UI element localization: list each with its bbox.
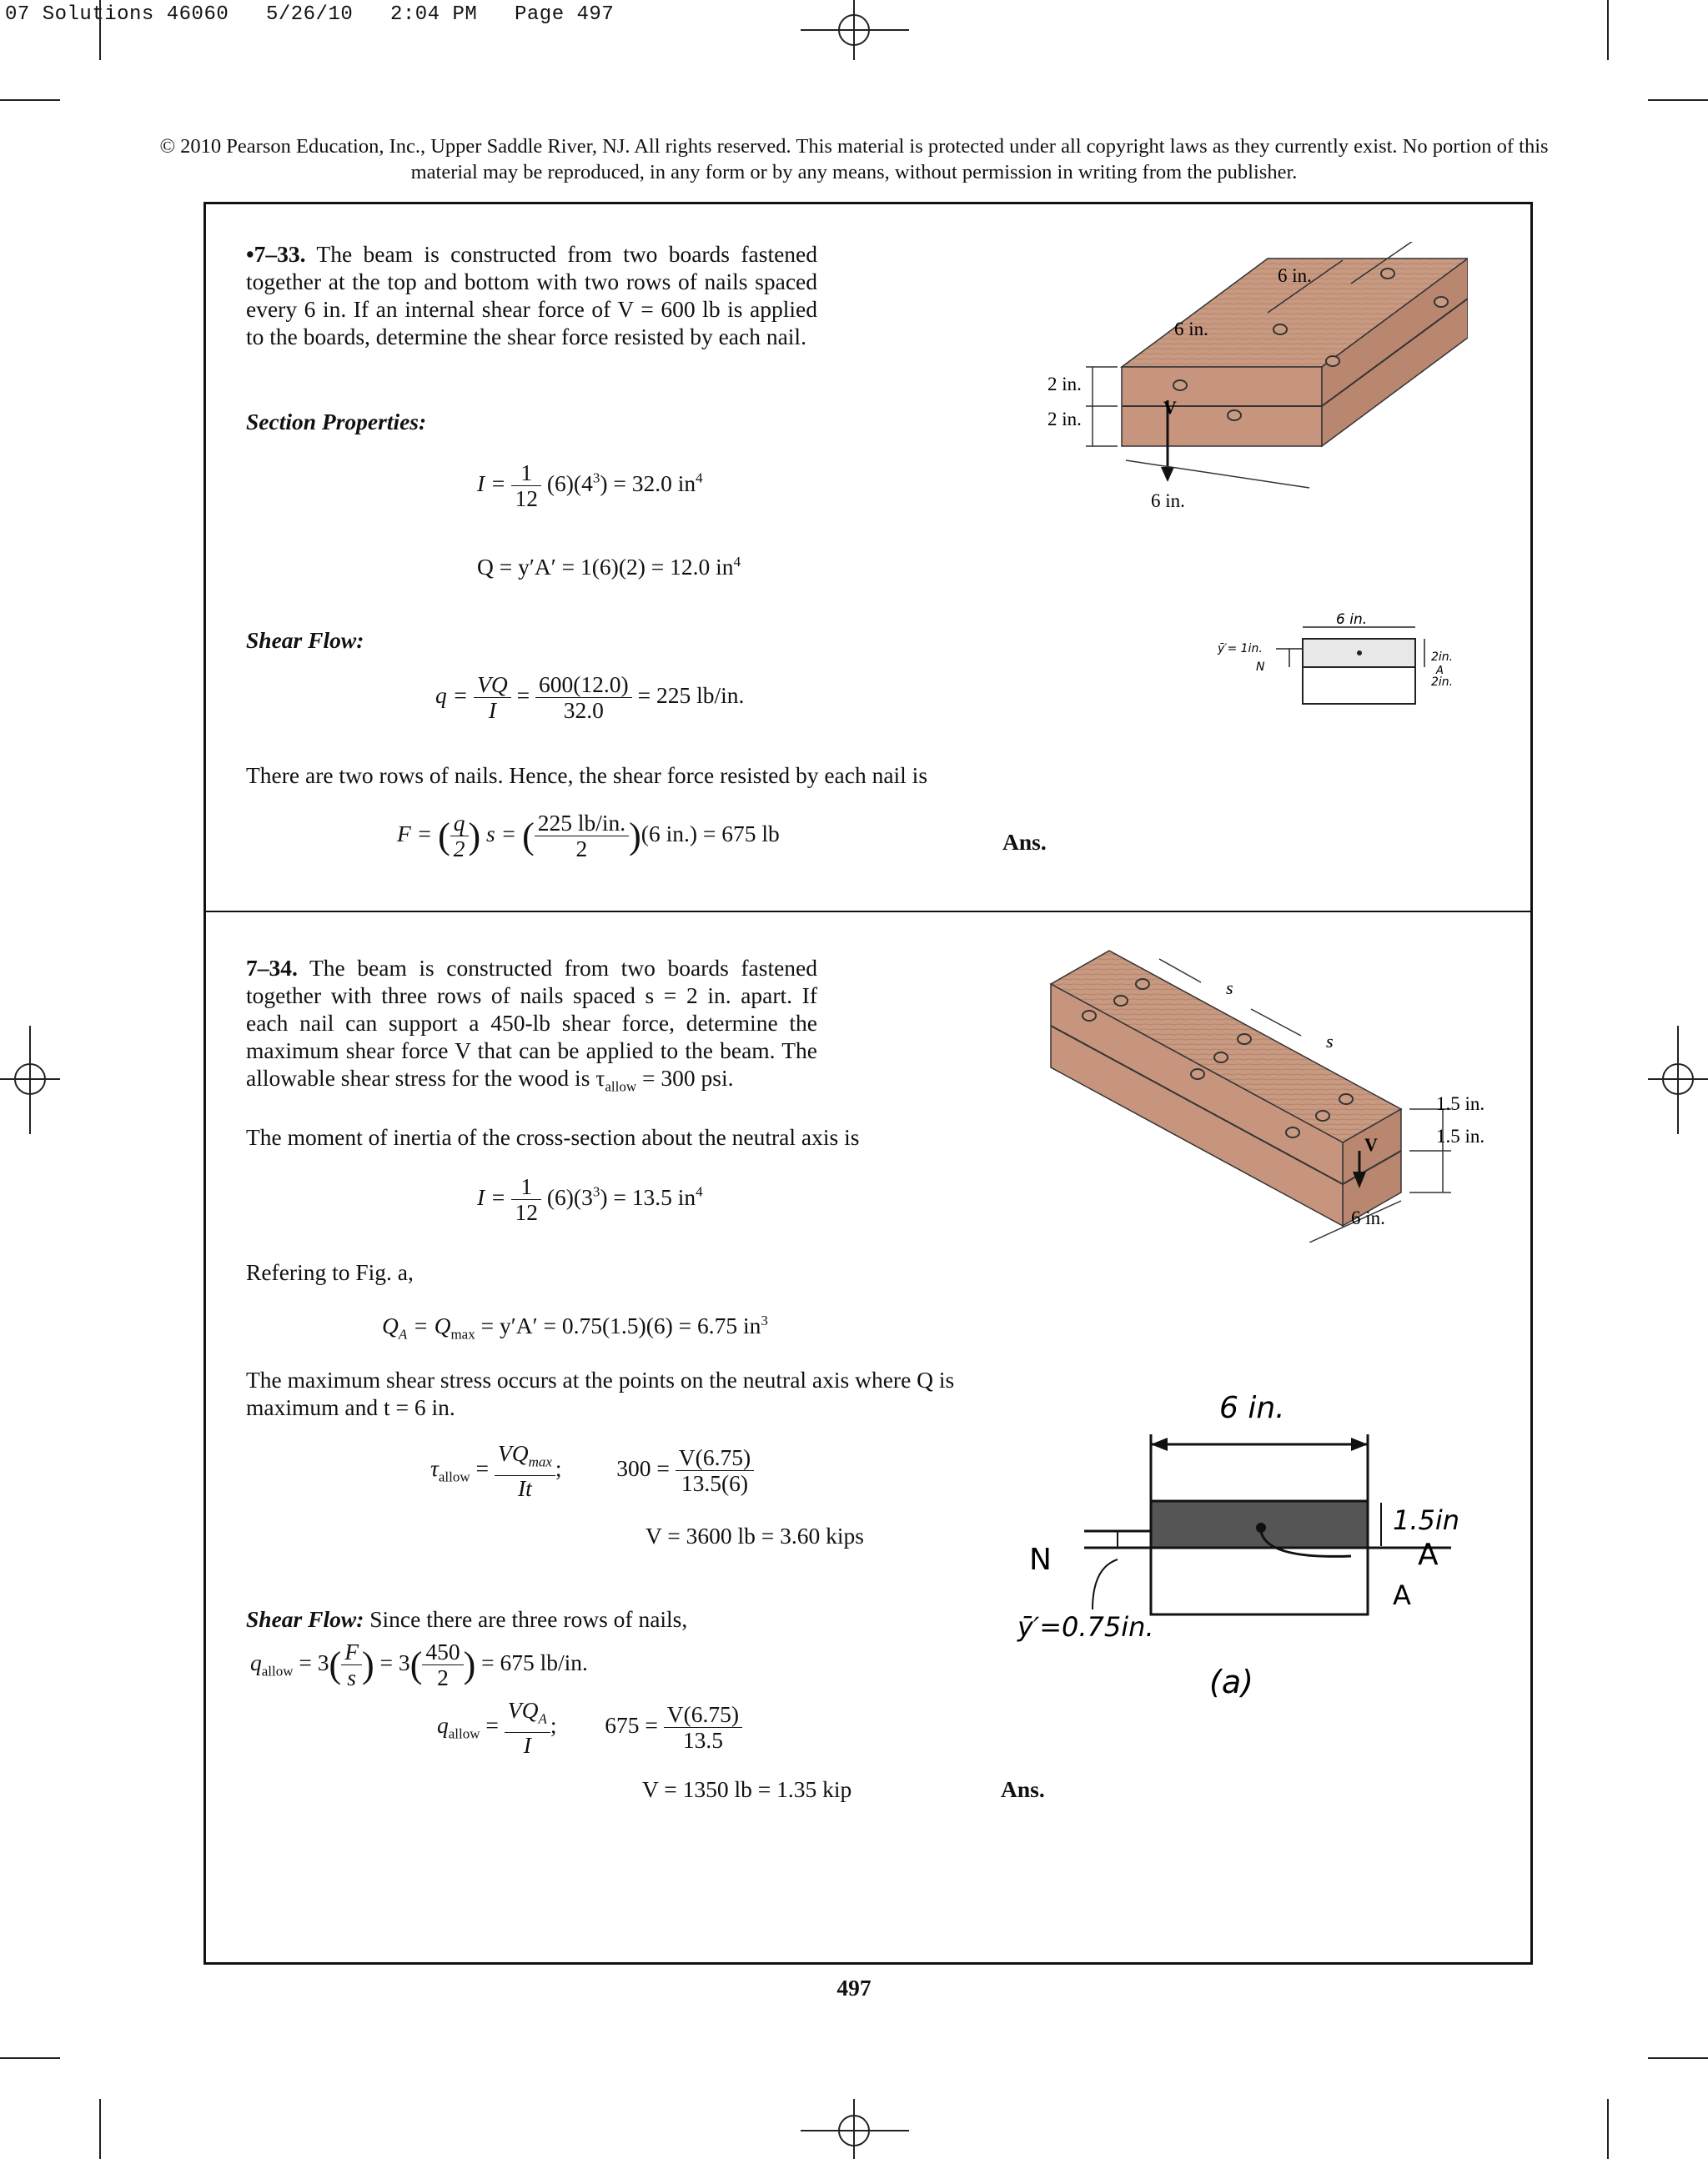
frac-num-sub: max (528, 1454, 552, 1470)
eq-v1-734: V = 3600 lb = 3.60 kips (646, 1523, 864, 1549)
cs-ybar-label: ȳ′= 1in. (1218, 642, 1263, 655)
eq-inertia-733 (477, 460, 703, 511)
frac-num-2: V(6.75) (664, 1702, 742, 1728)
exp: 4 (733, 554, 741, 570)
figa-width-label: 6 in. (1219, 1391, 1285, 1425)
figure-a-cross-section (1001, 1368, 1501, 1718)
eq-q: q (250, 1649, 262, 1675)
eq-result: (6 in.) = 675 lb (640, 820, 780, 846)
frac-den: It (517, 1474, 532, 1501)
eq-q-text: = Q (413, 1313, 451, 1339)
problem-divider (203, 911, 1533, 912)
frac-num: 225 lb/in. (535, 811, 629, 836)
unit-exp: 4 (696, 469, 703, 486)
beam-figure-734 (1034, 942, 1501, 1243)
eq-rest: (6)(4 (546, 469, 593, 496)
eq-q-sub-max: max (450, 1326, 475, 1343)
answer-label-734: Ans. (1001, 1776, 1045, 1802)
frac-den: 2 (453, 836, 465, 861)
eq-shear-flow-733 (435, 672, 744, 723)
figa-n-label: N (1029, 1543, 1052, 1577)
frac-num-2: 450 (422, 1639, 463, 1665)
frac-den: 12 (515, 485, 538, 511)
eq-first-moment-733 (477, 554, 741, 580)
figa-caption: (a) (1209, 1664, 1253, 1700)
eq-result: = 225 lb/in. (637, 681, 745, 708)
eq-rest: (6)(3 (546, 1183, 593, 1210)
answer-label-733: Ans. (1002, 829, 1047, 855)
refer-text-734: Refering to Fig. a, (246, 1259, 414, 1285)
spacing-label-left: 6 in. (1174, 319, 1208, 339)
shear-v-label: V (1163, 397, 1177, 418)
frac-num: 1 (511, 460, 541, 486)
inertia-text-734: The moment of inertia of the cross-section about the neutral axis is (246, 1124, 860, 1150)
eq-lhs: I = (477, 1183, 506, 1210)
frac-num-2: V(6.75) (676, 1445, 754, 1471)
eq-v2-734: V = 1350 lb = 1.35 kip (642, 1776, 852, 1802)
problem-7-34-number: 7–34. (246, 955, 298, 981)
eq-q-allow-734: $q_{allow} = 3$( $\frac{F}{s}$ ) = 3( $\frac{450}{2}$ ) = 675 lb/in. (250, 1639, 588, 1690)
frac-num: VQ (497, 1440, 529, 1466)
cross-section-733 (1209, 600, 1484, 726)
spacing-s2-label: s (1326, 1031, 1334, 1052)
eq-300: 300 = (616, 1455, 670, 1482)
cs-h2-label: 2in. (1431, 675, 1454, 689)
eq-3b: = 3 (379, 1649, 410, 1675)
cs-h1-label: 2in. (1431, 650, 1454, 664)
problem-7-33-statement (246, 240, 817, 350)
rows-of-nails-text: There are two rows of nails. Hence, the shear force resisted by each nail is (246, 762, 928, 788)
width-label: 6 in. (1151, 490, 1185, 511)
eq-lhs: I = (477, 469, 506, 496)
frac-den-2: 2 (437, 1664, 449, 1690)
print-header: 07 Solutions 46060 5/26/10 2:04 PM Page 497 (5, 3, 615, 26)
cs-width-label: 6 in. (1336, 611, 1368, 628)
problem-7-33-number: •7–33. (246, 241, 306, 267)
eq-q-sub: allow (261, 1663, 294, 1680)
eq-q: q (437, 1712, 449, 1739)
eq-close: ) = 13.5 in (600, 1183, 696, 1210)
eq-q: Q = y′A′ = 1(6)(2) = 12.0 in (477, 554, 734, 580)
frac-den-2: 13.5 (682, 1727, 723, 1754)
eq-q-sub: allow (448, 1725, 480, 1742)
figa-a2-label: A (1393, 1579, 1411, 1611)
frac-num: F (341, 1639, 362, 1665)
shear-flow-line-734 (246, 1606, 687, 1633)
eq-inertia-734 (477, 1174, 703, 1225)
tau-sub: allow (605, 1078, 637, 1095)
spacing-label-right: 6 in. (1278, 265, 1312, 286)
cs-a-label: A (1436, 665, 1444, 677)
problem-7-34-text: The beam is constructed from two boards fastened together with three rows of nails spaced s = 2 in. apart. If each nail can support a 450-lb shear force, determine the maximum shear force V that can be applied to the beam. The allowable shear stress for the wood is τ (246, 955, 817, 1091)
height-h1-label: 1.5 in. (1436, 1093, 1485, 1114)
eq-mid: s = (486, 820, 517, 846)
shear-flow-heading-733: Shear Flow: (246, 627, 364, 653)
frac-num-sub: A (538, 1710, 547, 1727)
eq-tau: τ (430, 1455, 439, 1482)
eq-q-rest: = y′A′ = 0.75(1.5)(6) = 6.75 in (475, 1313, 761, 1339)
frac-den-2: 13.5(6) (681, 1470, 749, 1497)
eq-q-allow-2-734: $q_{allow}$ = $\frac{VQ_A}{I}$ ; 675 = $\frac{V(6.75)}{13.5}$ (437, 1698, 742, 1758)
frac-num: VQ (507, 1697, 539, 1723)
frac-den: 12 (515, 1199, 538, 1225)
shear-flow-text-734: Since there are three rows of nails, (364, 1606, 688, 1632)
shear-flow-heading-734: Shear Flow: (246, 1606, 364, 1632)
eq-lhs: q = (435, 681, 469, 708)
figa-a1-label: A (1418, 1538, 1439, 1572)
max-stress-text-734: The maximum shear stress occurs at the points on the neutral axis where Q is maximum and t = 6 in. (246, 1367, 955, 1420)
height-h2-label: 1.5 in. (1436, 1126, 1485, 1147)
shear-v-label-734: V (1364, 1134, 1378, 1155)
unit-exp: 4 (696, 1183, 703, 1200)
frac-num: 1 (511, 1174, 541, 1200)
frac-num: 600(12.0) (535, 672, 632, 698)
eq-nail-force-733: F = ( $\frac{q}{2}$ ) s = ( $\frac{225 lb/in.}{2}$ )(6 in.) = 675 lb (397, 810, 780, 861)
width-label-734: 6 in. (1351, 1208, 1385, 1228)
figa-ybar-label: ȳ′=0.75in. (1017, 1611, 1154, 1643)
eq-close: ) = 32.0 in (600, 469, 696, 496)
eq-first-moment-734 (382, 1313, 768, 1343)
eq-tau-sub: allow (438, 1469, 470, 1485)
problem-7-34-text-end: = 300 psi. (636, 1065, 734, 1091)
frac-den: 32.0 (563, 697, 604, 723)
exp: 3 (592, 1183, 600, 1200)
eq-lhs: F = (397, 820, 433, 846)
frac-den: 2 (575, 836, 588, 861)
frac-num: q (450, 811, 469, 836)
eq-tau-734: $\tau_{allow}$ = $\frac{VQ_{max}}{It}$ ; 300 = $\frac{V(6.75)}{13.5(6)}$ (430, 1441, 754, 1501)
figa-height-label: 1.5in (1393, 1504, 1460, 1536)
eq-q: Q (382, 1313, 399, 1339)
height-top-label: 2 in. (1047, 374, 1082, 394)
eq-q-sub: A (398, 1326, 408, 1343)
eq-3a: = 3 (299, 1649, 329, 1675)
height-bottom-label: 2 in. (1047, 409, 1082, 429)
spacing-s1-label: s (1226, 977, 1233, 998)
beam-figure-733 (1034, 242, 1468, 525)
eq-sign: = (516, 681, 530, 708)
exp: 3 (592, 469, 600, 486)
page-number: 497 (836, 1975, 872, 2001)
section-properties-heading: Section Properties: (246, 409, 427, 434)
cs-n-label: N (1256, 660, 1265, 674)
frac-den: I (488, 697, 496, 723)
copyright-notice: © 2010 Pearson Education, Inc., Upper Saddle River, NJ. All rights reserved. This material is protected under all copyright laws as they currently exist. No portion of this material may be reproduced, in any form or by any means, without permission in writing from the publisher. (159, 135, 1549, 183)
exp: 3 (761, 1313, 768, 1328)
frac-num: VQ (474, 672, 511, 698)
eq-675: 675 = (605, 1712, 658, 1739)
eq-result: = 675 lb/in. (481, 1649, 588, 1675)
frac-den: s (347, 1664, 356, 1690)
frac-den: I (523, 1731, 531, 1758)
problem-7-33-text: The beam is constructed from two boards fastened together at the top and bottom with two rows of nails spaced every 6 in. If an internal shear force of V = 600 lb is applied to the boards, determine the shear force resisted by each nail. (246, 241, 817, 349)
problem-7-34-statement (246, 954, 817, 1101)
